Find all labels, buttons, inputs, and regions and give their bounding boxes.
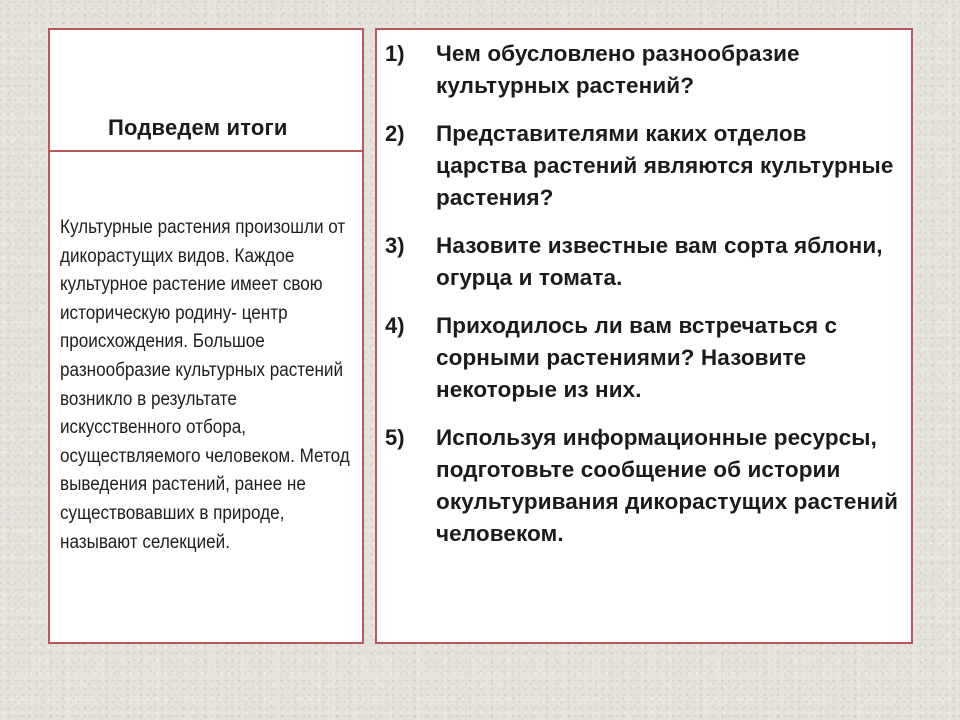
question-item-5 — [385, 422, 903, 550]
question-number: 4) — [385, 313, 405, 338]
question-number: 3) — [385, 233, 405, 258]
title-panel — [48, 28, 364, 152]
question-item-1 — [385, 38, 903, 102]
question-number: 5) — [385, 425, 405, 450]
questions-list — [385, 38, 903, 566]
question-text: Приходилось ли вам встречаться с сорными растениями? Назовите некоторые из них. — [436, 313, 838, 402]
questions-panel — [375, 28, 913, 644]
summary-text: Культурные растения произошли от дикорастущих видов. Каждое культурное растение имеет свою историческую родину- центр происхождения. Большое разнообразие культурных растений возникло в результате искусственного отбора, осуществляемого человеком. Метод выведения растений, ранее не существовавших в природе, называют селекцией. — [60, 217, 350, 553]
question-item-4 — [385, 310, 903, 406]
question-number: 2) — [385, 121, 405, 146]
page-title: Подведем итоги — [108, 115, 288, 140]
question-item-3 — [385, 230, 903, 294]
question-text: Представителями каких отделов царства растений являются культурные растения? — [436, 121, 894, 210]
summary-panel — [48, 150, 364, 644]
question-text: Используя информационные ресурсы, подготовьте сообщение об истории окультуривания дикорастущих растений человеком. — [436, 425, 899, 546]
question-item-2 — [385, 118, 903, 214]
question-text: Назовите известные вам сорта яблони, огурца и томата. — [436, 233, 883, 290]
question-number: 1) — [385, 41, 405, 66]
question-text: Чем обусловлено разнообразие культурных растений? — [436, 41, 800, 98]
